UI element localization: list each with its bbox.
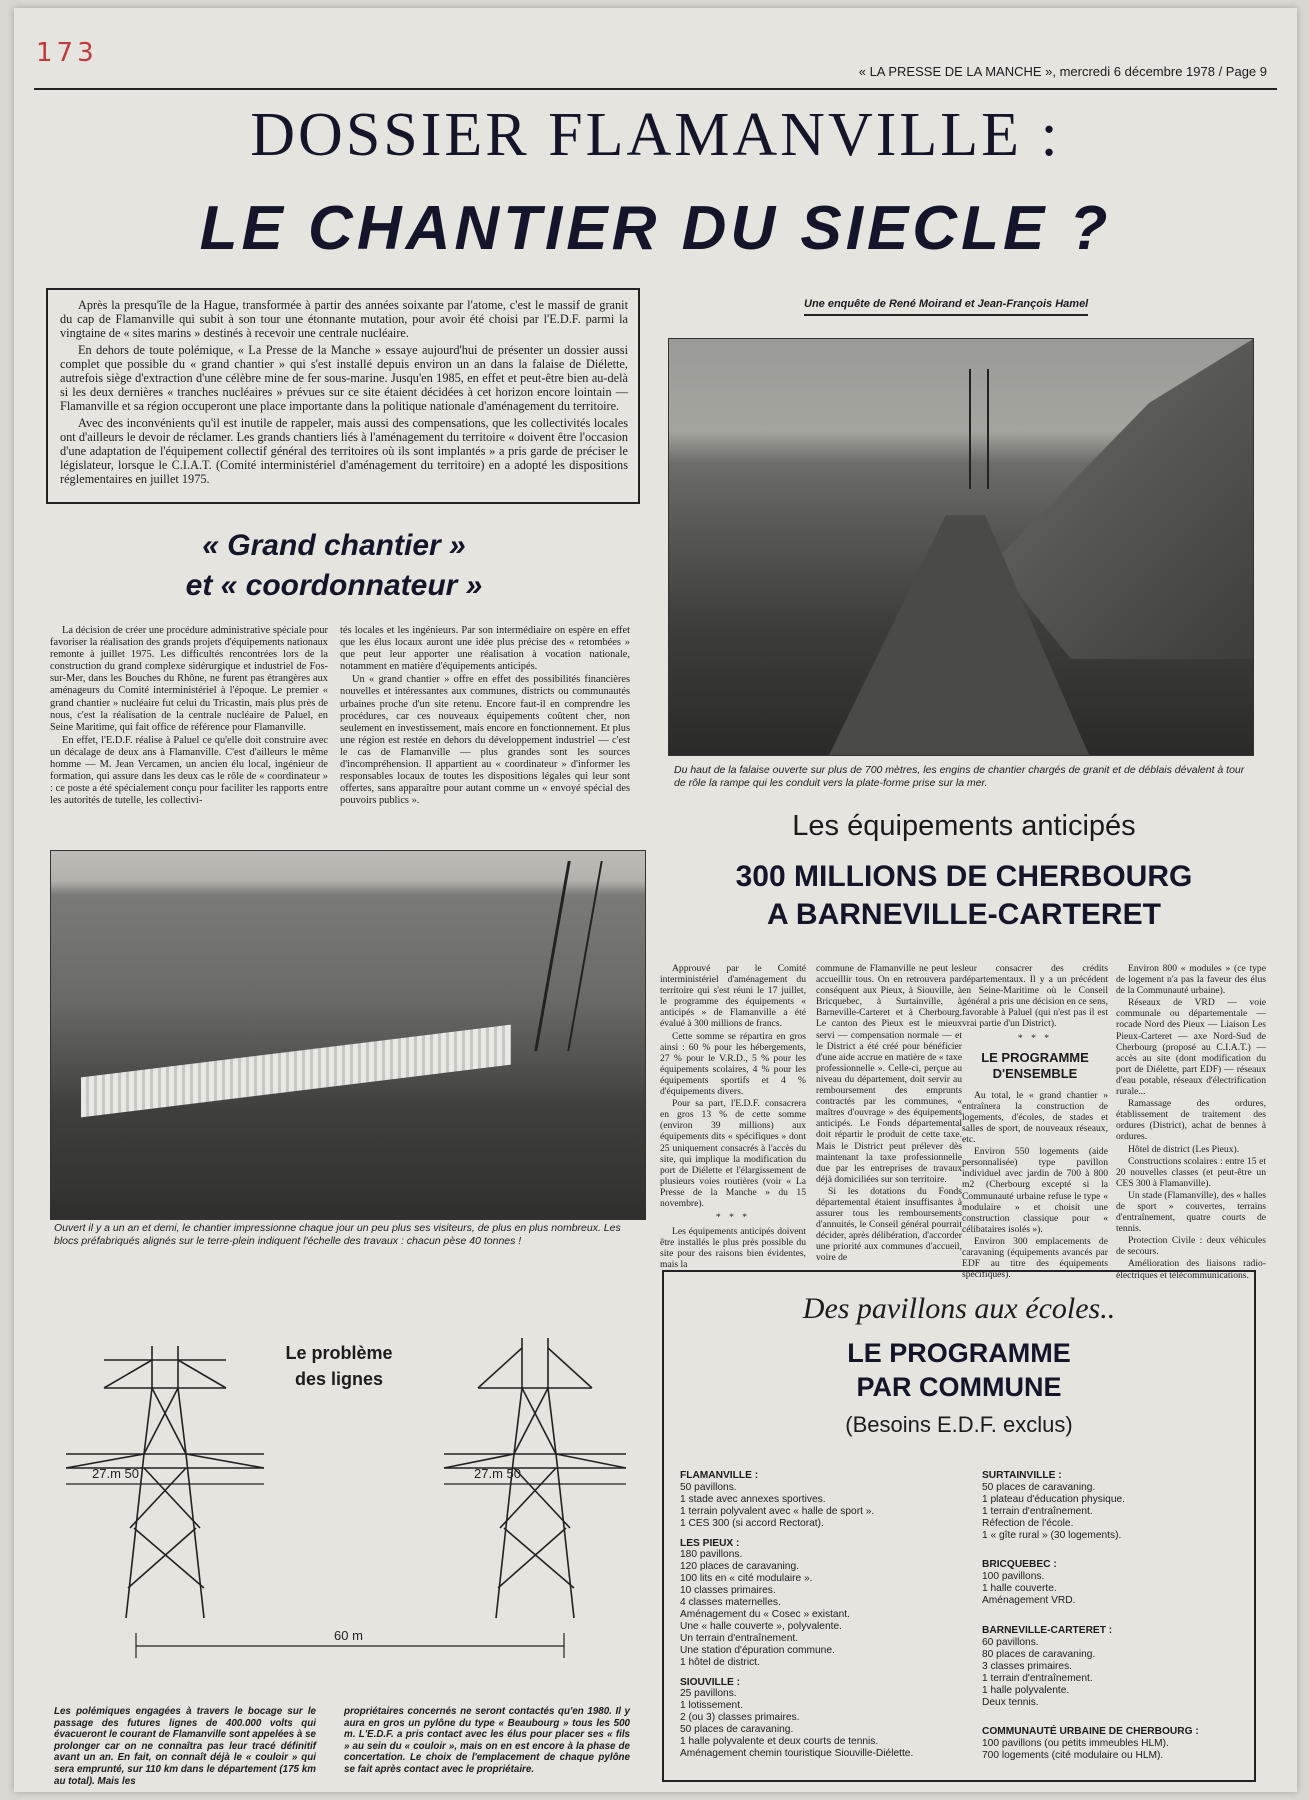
photo-crane-shape: [969, 369, 989, 489]
lines-title-line: Le problème: [285, 1343, 393, 1363]
pylon-right: [444, 1338, 626, 1618]
commune-group: [982, 1625, 1244, 1708]
box-heading: [664, 1336, 1254, 1404]
photo-platform-blocks: [50, 850, 646, 1220]
list-item: 120 places de caravaning.: [680, 1561, 799, 1573]
list-item: 1 halle couverte.: [982, 1583, 1057, 1595]
commune-list-right: [982, 1470, 1244, 1770]
section-title-line: 300 MILLIONS DE CHERBOURG: [735, 860, 1193, 893]
article-paragraph: Au total, le « grand chantier » entraînera la construction de logements, d'écoles, de stades et salles de sport, de nouveaux réseaux, etc.: [962, 1089, 1108, 1146]
list-item: Un terrain d'entraînement.: [680, 1632, 799, 1644]
box-subheading: (Besoins E.D.F. exclus): [845, 1412, 1073, 1437]
list-item: 80 places de caravaning.: [982, 1648, 1096, 1660]
list-item: 1 « gîte rural » (30 logements).: [982, 1529, 1122, 1541]
section-title-line: « Grand chantier »: [202, 529, 466, 562]
list-item: Deux tennis.: [982, 1696, 1039, 1708]
article-column: [660, 963, 806, 1272]
list-item: 3 classes primaires.: [982, 1660, 1073, 1672]
commune-name: SIOUVILLE :: [680, 1676, 740, 1688]
masthead: « LA PRESSE DE LA MANCHE », mercredi 6 décembre 1978 / Page 9: [858, 64, 1267, 79]
intro-paragraph: Après la presqu'île de la Hague, transformée à partir des années soixante par l'atome, c'est le massif de granit du cap de Flamanville qui subit à son tour une étonnante mutation, pour avoir été choisi par l'E.D.F. parmi la vingtaine de « sites marins » destinés à recevoir une centrale nucléaire.: [60, 298, 628, 341]
list-item: 1 terrain polyvalent avec « halle de sport ».: [680, 1505, 875, 1517]
list-item: 50 places de caravaning.: [982, 1481, 1096, 1493]
article-paragraph: Environ 300 emplacements de caravaning (équipements avancés par EDF au titre des équipements spécifiques).: [962, 1235, 1108, 1281]
commune-group: [982, 1559, 1244, 1607]
intro-box: [46, 288, 640, 504]
top-rule: [34, 88, 1277, 90]
list-item: 50 pavillons.: [680, 1481, 737, 1493]
intro-paragraph: En dehors de toute polémique, « La Presse de la Manche » essaye aujourd'hui de présenter un dossier aussi complet que possible du « grand chantier » qui s'est installé depuis environ un an dans la falaise de Diélette, autrefois siège d'extraction d'une célèbre mine de fer sous-marine. Jusqu'en 1985, en effet et peut-être bien au-delà si les deux dernières « tranches nucléaires » prévues sur ce site étaient décidées à cet horizon encore lointain — Flamanville et sa région occuperont une place importante dans la politique nationale d'aménagement du territoire.: [60, 342, 628, 414]
article-paragraph: commune de Flamanville ne peut les accueillir tous. On en retrouvera par conséquent aux Pieux, à Siouville, à Bricquebec, à Surtainville, à Barneville-Carteret et à Cherbourg. Le canton des Pieux est le mieux servi — compensation normale — et le District a été créé pour bénéficier d'une aide accrue en matière de « taxe professionnelle ». Celle-ci, perçue au niveau du département, doit servir au remboursement des emprunts contractés par les communes, « maîtres d'ouvrage » des équipements anticipés. Le Fonds départemental doit répartir le produit de cette taxe. Mais le District peut prélever dès maintenant la taxe professionnelle due par les entreprises de travaux déjà domiciliées sur son territoire.: [816, 963, 962, 1185]
photo-crane-shape: [534, 861, 603, 1051]
article-paragraph: Approuvé par le Comité interministériel d'aménagement du territoire qui s'est réuni le 17 juillet, le programme des équipements « anticipés » de Flamanville a été évalué à 300 millions de francs.: [660, 963, 806, 1030]
list-item: 1 terrain d'entraînement.: [982, 1672, 1093, 1684]
article-paragraph: Ramassage des ordures, établissement de traitement des ordures (District), achat de bennes à ordures.: [1116, 1098, 1266, 1143]
photo-blocks-shape: [81, 1025, 511, 1118]
list-item: Aménagement chemin touristique Siouville-Diélette.: [680, 1747, 914, 1759]
pylon-left: [66, 1346, 264, 1618]
photo1-caption: Du haut de la falaise ouverte sur plus de 700 mètres, les engins de chantier chargés de granit et de déblais dévalent à tour de rôle la rampe qui les conduit vers la plate-forme prise sur la mer.: [674, 764, 1245, 789]
list-item: Une station d'épuration commune.: [680, 1644, 835, 1656]
article-column: [340, 625, 630, 808]
subheading-line: D'ENSEMBLE: [992, 1065, 1078, 1081]
list-item: 100 lits en « cité modulaire ».: [680, 1573, 813, 1585]
article-paragraph: Un « grand chantier » offre en effet des possibilités financières nouvelles et intéressantes aux communes, districts ou communautés urbaines proche d'un site retenu. Encore faut-il en comprendre les procédures, car ces nouveaux équipements coûtent cher, non seulement en investissement, mais encore en fonctionnement. Et plus une région est restée en dehors du développement industriel — c'est le cas de Flamanville — plus grandes sont les sources d'incompréhension. Il appartient au « coordinateur » d'informer les responsables locaux de toutes les dispositions légales qui leur sont offertes, sans apparaître pour autant comme un « envoyé spécial des pouvoirs publics ».: [340, 674, 630, 807]
commune-name: BARNEVILLE-CARTERET :: [982, 1625, 1113, 1637]
list-item: 180 pavillons.: [680, 1549, 743, 1561]
article-paragraph: Cette somme se répartira en gros ainsi : 60 % pour les hébergements, 27 % pour le V.R.D., 5 % pour les équipements scolaires, 4 % pour les équipements sportifs et 4 % d'équipements divers.: [660, 1030, 806, 1098]
newspaper-page: [14, 8, 1297, 1792]
list-item: 100 pavillons.: [982, 1571, 1045, 1583]
commune-name: FLAMANVILLE :: [680, 1470, 759, 1481]
lines-caption: Les polémiques engagées à travers le bocage sur le passage des futures lignes de 400.000 volts qui évacueront le courant de Flamanville sont appelées à se prolonger car on ne connaîtra pas leur tracé définitif avant un an. En fait, on connaît déjà le « couloir » qui sera emprunté, sur 110 km dans le département (175 km au total). Mais les: [54, 1706, 316, 1787]
article-paragraph: Hôtel de district (Les Pieux).: [1128, 1143, 1240, 1155]
photo-cliff-shape: [993, 339, 1253, 659]
headline-dossier: DOSSIER FLAMANVILLE :: [250, 101, 1061, 169]
article-paragraph: Réseaux de VRD — voie communale ou départementale — rocade Nord des Pieux — Liaison Les Pieux-Carteret — axe Nord-Sud de Cherbourg (proposé au C.I.A.T.) — accès au site (dont modification du port de Diélette, part EDF) — réseaux d'eau potable, réseaux d'électrification rurale...: [1116, 997, 1266, 1098]
handwritten-page-number: 173: [36, 38, 98, 68]
commune-group: [982, 1726, 1244, 1762]
box-title: Des pavillons aux écoles..: [802, 1292, 1116, 1325]
list-item: 1 lotissement.: [680, 1700, 743, 1712]
commune-name: LES PIEUX :: [680, 1537, 740, 1549]
box-heading-line: LE PROGRAMME: [847, 1338, 1071, 1368]
separator-stars: * * *: [715, 1212, 751, 1224]
article-paragraph: Les équipements anticipés doivent être installés le plus près possible du site pour des raisons bien évidentes, mais la: [660, 1226, 806, 1271]
article-paragraph: La décision de créer une procédure administrative spéciale pour favoriser la réalisation des grands projets d'équipements nationaux remonte à juillet 1975. Les difficultés rencontrées lors de la construction du grand complexe sidérurgique et industriel de Fos-sur-Mer, dans les Bouches du Rhône, ne furent pas étrangères aux aménageurs du Comité interministériel à l'époque. Le premier « grand chantier » nucléaire fut celui du Tricastin, mais plus près de nous, c'est la réalisation de la centrale nucléaire de Paluel, en Seine Maritime, qui fait office de référence pour Flamanville.: [50, 625, 328, 733]
subheading-line: LE PROGRAMME: [981, 1049, 1089, 1065]
list-item: Aménagement du « Cosec » existant.: [680, 1608, 850, 1620]
commune-name: SURTAINVILLE :: [982, 1470, 1062, 1481]
article-paragraph: leur consacrer des crédits départementaux. Il y a un précédent en Seine-Maritime où le Conseil général a pris une décision en ce sens, favorable à Paluel (qui n'est pas il est vrai partie d'un District).: [962, 963, 1108, 1030]
commune-list-left: [680, 1470, 970, 1768]
list-item: 1 plateau d'éducation physique.: [982, 1493, 1125, 1505]
article-paragraph: Un stade (Flamanville), des « halles de sport » couvertes, terrains d'entraînement, quatre courts de tennis.: [1116, 1189, 1267, 1235]
list-item: Réfection de l'école.: [982, 1517, 1074, 1529]
headline-chantier: LE CHANTIER DU SIECLE ?: [199, 194, 1112, 263]
article-column: [816, 963, 962, 1265]
article-column: [962, 963, 1108, 1281]
article-paragraph: Pour sa part, l'E.D.F. consacrera en gros 13 % de cette somme (environ 39 millions) aux équipements dits « spécifiques » dont 25 uniquement consacrés à l'accès du site, qui implique la modification du port de Diélette et l'élargissement de plusieurs voies routières (voir « La Presse de la Manche » du 15 novembre).: [660, 1098, 806, 1209]
list-item: 2 (ou 3) classes primaires.: [680, 1712, 800, 1724]
dimension-label-right: 27.m 50: [474, 1466, 521, 1481]
byline: Une enquête de René Moirand et Jean-François Hamel: [804, 298, 1088, 316]
list-item: 1 hôtel de district.: [680, 1656, 760, 1668]
list-item: 1 CES 300 (si accord Rectorat).: [680, 1517, 824, 1529]
commune-group: [982, 1470, 1244, 1541]
photo2-caption: Ouvert il y a un an et demi, le chantier impressionne chaque jour un peu plus ses visiteurs, de plus en plus nombreux. Les blocs préfabriqués alignés sur le terre-plein indiquent l'échelle des travaux : chacun pèse 40 tonnes !: [54, 1222, 621, 1247]
subheading-programme: [962, 1050, 1108, 1082]
article-paragraph: Constructions scolaires : entre 15 et 20 nouvelles classes (et peut-être un CES 300 à Flamanville).: [1116, 1155, 1266, 1189]
list-item: 100 pavillons (ou petits immeubles HLM).: [982, 1738, 1169, 1750]
lines-title: [264, 1340, 414, 1392]
commune-group: [680, 1677, 970, 1760]
list-item: 60 pavillons.: [982, 1636, 1039, 1648]
commune-name: COMMUNAUTÉ URBAINE DE CHERBOURG :: [982, 1726, 1199, 1738]
commune-group: [680, 1538, 970, 1669]
article-paragraph: Amélioration des liaisons radio-électriques et télécommunications.: [1116, 1258, 1266, 1281]
list-item: 1 halle polyvalente.: [982, 1684, 1070, 1696]
dimension-label-span: 60 m: [334, 1628, 363, 1643]
list-item: 1 stade avec annexes sportives.: [680, 1493, 826, 1505]
intro-paragraph: Avec des inconvénients qu'il est inutile de rappeler, mais aussi des compensations, que les collectivités locales ont d'ailleurs le devoir de réclamer. Les grands chantiers liés à l'aménagement du territoire « doivent être l'occasion d'une adaptation de l'équipement collectif général des territoires où ils sont implantés » a pris garde de préciser le législateur, lorsque le C.I.A.T. (Comité interministériel d'aménagement du territoire) en a adopté les dispositions réglementaires en juillet 1975.: [60, 415, 628, 487]
article-paragraph: En effet, l'E.D.F. réalise à Paluel ce qu'elle doit construire avec un décalage de deux ans à Flamanville. C'est d'ailleurs le même homme — M. Jean Vercamen, un ancien élu local, ingénieur de formation, qui assure dans les deux cas le rôle de « coordinateur » : ce poste a été spécialement conçu pour faciliter les rapports entre les autorités de tutelle, les collectivi-: [50, 734, 328, 807]
commune-name: BRICQUEBEC :: [982, 1559, 1057, 1571]
lines-caption: propriétaires concernés ne seront contactés qu'en 1980. Il y aura en gros un pylône du type « Beaubourg » tous les 500 m. L'E.D.F. a pris contact avec les élus pour placer ses « fils » au sein du « couloir », mais on en est encore à la phase de concertation. Le choix de l'emplacement de chaque pylône se fait après contact avec le propriétaire.: [344, 1706, 630, 1775]
article-column: [1116, 963, 1266, 1282]
dimension-label-left: 27.m 50: [92, 1466, 139, 1481]
list-item: 50 places de caravaning.: [680, 1724, 794, 1736]
article-paragraph: Protection Civile : deux véhicules de secours.: [1116, 1235, 1266, 1258]
photo-cliff-construction: [668, 338, 1254, 756]
box-heading-line: PAR COMMUNE: [856, 1372, 1062, 1402]
lines-title-line: des lignes: [294, 1369, 384, 1389]
list-item: 10 classes primaires.: [680, 1585, 776, 1597]
list-item: 4 classes maternelles.: [680, 1597, 781, 1609]
programme-box: [662, 1270, 1256, 1782]
article-paragraph: tés locales et les ingénieurs. Par son intermédiaire on espère en effet que les élus locaux auront une idée plus précise des « retombées » que peut leur apporter une réalisation à vocation nationale, notamment en matière d'équipements anticipés.: [340, 625, 630, 673]
list-item: 700 logements (cité modulaire ou HLM).: [982, 1750, 1164, 1762]
article-paragraph: Environ 550 logements (aide personnalisée) type pavillon individuel avec jardin de 700 à 800 m2 (Cherbourg excepté si la Communauté urbaine refuse le type « modulaire » et choisit une construction classique pour « célibataires isolés »).: [962, 1146, 1108, 1235]
section-title-line: et « coordonnateur »: [185, 569, 483, 602]
commune-group: [680, 1470, 970, 1530]
list-item: Une « halle couverte », polyvalente.: [680, 1620, 842, 1632]
list-item: Aménagement VRD.: [982, 1595, 1076, 1607]
section-title-300-millions: [674, 858, 1254, 934]
separator-stars: * * *: [1017, 1032, 1053, 1044]
section-title-grand-chantier: [54, 526, 614, 606]
article-column: [50, 625, 328, 808]
section-title-line: A BARNEVILLE-CARTERET: [767, 898, 1161, 931]
list-item: 1 terrain d'entraînement.: [982, 1505, 1093, 1517]
article-paragraph: Si les dotations du Fonds départemental étaient insuffisantes à assurer tous les remboursements d'annuités, le Conseil général pourrait décider, après délibération, d'accorder une priorité aux communes d'accueil, voire de: [816, 1185, 962, 1264]
list-item: 1 halle polyvalente et deux courts de tennis.: [680, 1736, 879, 1748]
list-item: 25 pavillons.: [680, 1688, 737, 1700]
section-kicker: Les équipements anticipés: [792, 810, 1136, 842]
article-paragraph: Environ 800 « modules » (ce type de logement n'a pas la faveur des élus de la Communauté urbaine).: [1116, 963, 1266, 997]
